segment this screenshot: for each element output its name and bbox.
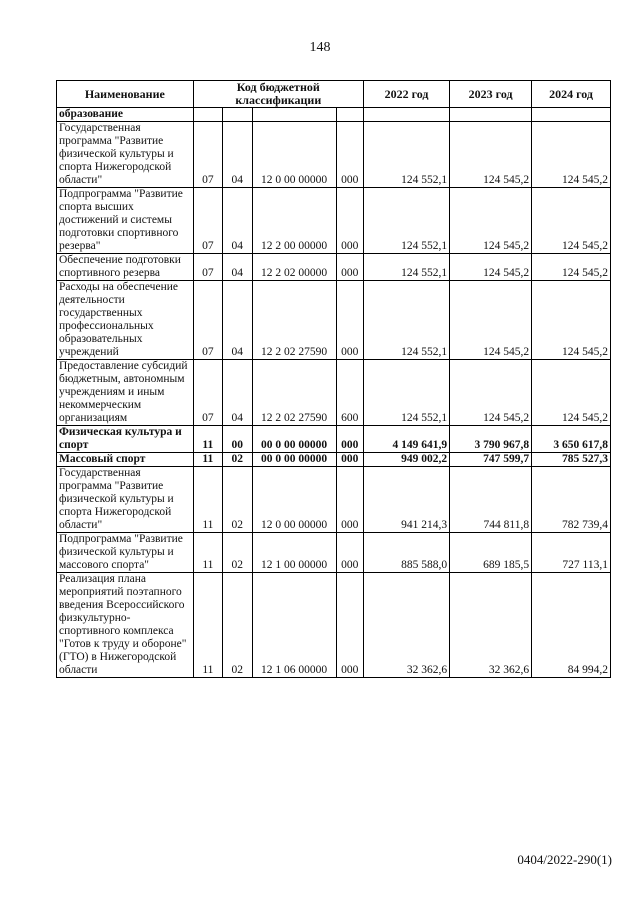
code-expense-type: 000 <box>336 426 363 453</box>
code-section: 07 <box>193 188 222 254</box>
code-section: 11 <box>193 467 222 533</box>
row-name: Физическая культура и спорт <box>57 426 194 453</box>
code-section: 07 <box>193 254 222 281</box>
code-expense-type: 000 <box>336 467 363 533</box>
value-2024: 782 739,4 <box>532 467 611 533</box>
table-row <box>57 453 611 467</box>
value-2023: 124 545,2 <box>450 281 532 360</box>
value-2023: 3 790 967,8 <box>450 426 532 453</box>
row-name: Расходы на обеспечение деятельности государственных профессиональных образовательных учреждений <box>57 281 194 360</box>
value-2023: 124 545,2 <box>450 254 532 281</box>
code-subsection: 02 <box>223 533 252 573</box>
value-2024: 124 545,2 <box>532 188 611 254</box>
value-2022: 124 552,1 <box>363 122 449 188</box>
code-section: 11 <box>193 453 222 467</box>
value-2023: 124 545,2 <box>450 188 532 254</box>
code-target-item: 12 1 06 00000 <box>252 573 336 678</box>
table-row <box>57 467 611 533</box>
row-name: Предоставление субсидий бюджетным, автономным учреждениям и иным некоммерческим организациям <box>57 360 194 426</box>
code-section: 07 <box>193 281 222 360</box>
value-2023: 744 811,8 <box>450 467 532 533</box>
value-2022: 949 002,2 <box>363 453 449 467</box>
code-expense-type: 000 <box>336 453 363 467</box>
section-label: образование <box>57 108 194 122</box>
value-2022: 941 214,3 <box>363 467 449 533</box>
code-target-item: 00 0 00 00000 <box>252 426 336 453</box>
value-2024: 124 545,2 <box>532 281 611 360</box>
value-2024: 124 545,2 <box>532 254 611 281</box>
code-section: 11 <box>193 573 222 678</box>
value-2024: 84 994,2 <box>532 573 611 678</box>
code-target-item: 12 2 00 00000 <box>252 188 336 254</box>
column-header-2024: 2024 год <box>532 81 611 108</box>
section-row <box>57 108 611 122</box>
row-name: Подпрограмма "Развитие спорта высших достижений и системы подготовки спортивного резерва" <box>57 188 194 254</box>
code-subsection: 04 <box>223 360 252 426</box>
row-name: Реализация плана мероприятий поэтапного введения Всероссийского физкультурно-спортивного комплекса "Готов к труду и обороне" (ГТО) в Нижегородской области <box>57 573 194 678</box>
value-2022: 32 362,6 <box>363 573 449 678</box>
value-2023: 124 545,2 <box>450 360 532 426</box>
code-target-item: 00 0 00 00000 <box>252 453 336 467</box>
value-2023: 32 362,6 <box>450 573 532 678</box>
row-name: Государственная программа "Развитие физической культуры и спорта Нижегородской области" <box>57 467 194 533</box>
value-2023: 689 185,5 <box>450 533 532 573</box>
code-target-item: 12 2 02 27590 <box>252 281 336 360</box>
code-subsection: 04 <box>223 281 252 360</box>
code-target-item: 12 2 02 27590 <box>252 360 336 426</box>
code-target-item: 12 1 00 00000 <box>252 533 336 573</box>
code-target-item: 12 2 02 00000 <box>252 254 336 281</box>
value-2024: 3 650 617,8 <box>532 426 611 453</box>
table-row <box>57 254 611 281</box>
code-subsection: 04 <box>223 254 252 281</box>
value-2024: 124 545,2 <box>532 122 611 188</box>
table-row <box>57 122 611 188</box>
column-header-code: Код бюджетной классификации <box>193 81 363 108</box>
code-expense-type: 000 <box>336 188 363 254</box>
table-row <box>57 533 611 573</box>
value-2024: 124 545,2 <box>532 360 611 426</box>
row-name: Массовый спорт <box>57 453 194 467</box>
value-2022: 4 149 641,9 <box>363 426 449 453</box>
code-subsection: 04 <box>223 188 252 254</box>
code-subsection: 02 <box>223 453 252 467</box>
code-expense-type: 600 <box>336 360 363 426</box>
row-name: Государственная программа "Развитие физической культуры и спорта Нижегородской области" <box>57 122 194 188</box>
value-2022: 124 552,1 <box>363 360 449 426</box>
code-section: 07 <box>193 122 222 188</box>
table-row <box>57 426 611 453</box>
code-section: 07 <box>193 360 222 426</box>
code-expense-type: 000 <box>336 533 363 573</box>
column-header-2023: 2023 год <box>450 81 532 108</box>
value-2022: 124 552,1 <box>363 254 449 281</box>
value-2022: 885 588,0 <box>363 533 449 573</box>
code-subsection: 00 <box>223 426 252 453</box>
table-row <box>57 360 611 426</box>
row-name: Подпрограмма "Развитие физической культуры и массового спорта" <box>57 533 194 573</box>
table-row <box>57 281 611 360</box>
code-expense-type: 000 <box>336 573 363 678</box>
table-row <box>57 573 611 678</box>
table-header-row <box>57 81 611 108</box>
budget-table <box>56 80 611 678</box>
code-section: 11 <box>193 426 222 453</box>
column-header-name: Наименование <box>57 81 194 108</box>
code-subsection: 04 <box>223 122 252 188</box>
document-number: 0404/2022-290(1) <box>517 852 612 867</box>
code-target-item: 12 0 00 00000 <box>252 467 336 533</box>
table-row <box>57 188 611 254</box>
value-2022: 124 552,1 <box>363 281 449 360</box>
value-2022: 124 552,1 <box>363 188 449 254</box>
value-2024: 785 527,3 <box>532 453 611 467</box>
code-subsection: 02 <box>223 467 252 533</box>
code-expense-type: 000 <box>336 122 363 188</box>
value-2024: 727 113,1 <box>532 533 611 573</box>
code-expense-type: 000 <box>336 281 363 360</box>
code-subsection: 02 <box>223 573 252 678</box>
page-number: 148 <box>309 40 331 55</box>
code-expense-type: 000 <box>336 254 363 281</box>
code-section: 11 <box>193 533 222 573</box>
value-2023: 747 599,7 <box>450 453 532 467</box>
row-name: Обеспечение подготовки спортивного резерва <box>57 254 194 281</box>
value-2023: 124 545,2 <box>450 122 532 188</box>
code-target-item: 12 0 00 00000 <box>252 122 336 188</box>
column-header-2022: 2022 год <box>363 81 449 108</box>
